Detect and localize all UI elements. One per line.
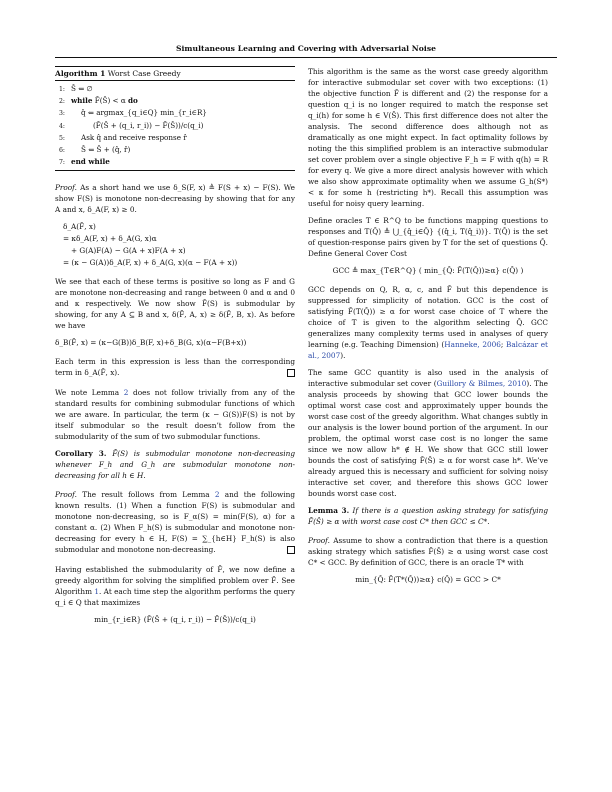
proof-label: Proof. bbox=[308, 536, 330, 545]
algorithm-line bbox=[55, 83, 295, 95]
algorithm-body bbox=[55, 81, 295, 170]
algorithm-line bbox=[55, 156, 295, 168]
header-rule bbox=[55, 57, 557, 58]
paragraph-text: The same GCC quantity is also used in the analysis of interactive submodular set cover ( bbox=[308, 368, 548, 388]
body-paragraph bbox=[55, 387, 295, 442]
algorithm-link[interactable]: 1 bbox=[94, 587, 100, 597]
proof-label: Proof. bbox=[55, 183, 77, 193]
equation-line: + G(A)F(A) − G(A + x)F(A + x) bbox=[71, 246, 186, 256]
paragraph-text: GCC depends on Q, R, α, c, and F̄ but this dependence is suppressed for simplicity of notation. GCC is the cost of satisfying F̄(T(Q̂)) ≥ α for worst case choice of T where the choice of T is given to the algorithm selecting Q̂. GCC generalizes many complexity terms used in analyses of query learning (e.g. Teaching Dimension) ( bbox=[308, 285, 548, 349]
algorithm-label: Algorithm 1 bbox=[55, 69, 106, 78]
body-paragraph: This algorithm is the same as the worst case greedy algorithm for interactive submodular set cover with two exceptions: (1) the objective function F̄ is different and (2) the response for a question q_i is no longer required to match the response set q_i(h) for some h ∈ V(Ŝ). This first difference does not alter the analysis. The second difference does although not as dramatically as one might expect. In fact optimality follows by noting the this simplified problem is an interactive submodular set cover problem over a single objective F_h = F with q(h) = R for every q. We give a more direct analysis however with which we also show approximate optimality when we assume G_h(S*) < κ for some h (restricting h*). Recall this assumption was useful for noisy query learning. bbox=[308, 67, 548, 208]
lemma-link[interactable]: 2 bbox=[214, 490, 220, 500]
algorithm-line bbox=[55, 120, 295, 132]
qed-box-icon bbox=[287, 369, 295, 377]
paragraph-text: ). The analysis proceeds by showing that GCC lower bounds the optimal worst case cost and approximately upper bounds the worst case cost of the greedy algorithm. What changes subtly in our analysis is the lower bound portion of the argument. In our problem, the optimal worst case cost is no longer the same since we now allow h* ∉ H. We show that GCC still lower bounds the cost of satisfying F̄(Ŝ) ≥ α for worst case h*. We’ve already argued this is necessary and sufficient for solving noisy interactive set cover, and therefore this shows GCC lower bounds worst case cost. bbox=[308, 379, 549, 498]
algorithm-line bbox=[55, 107, 295, 119]
citation-link[interactable]: Hanneke, 2006 bbox=[444, 340, 501, 349]
equation-line: δ_A(F̄, x) bbox=[63, 222, 96, 232]
equation: min_{r_i∈R} (F̄(Ŝ + (q_i, r_i)) − F̄(Ŝ))/c(q_i) bbox=[94, 615, 256, 625]
proof-label: Proof. bbox=[55, 490, 77, 500]
proof-paragraph bbox=[55, 182, 295, 215]
proof-text: Assume to show a contradiction that there is a question asking strategy which satisfies F̄(Ŝ) ≥ α using worst case cost C* < GCC. By definition of GCC, there is an oracle T* with bbox=[308, 536, 548, 567]
line-text: (F̄(Ŝ + (q_i, r_i)) − F̄(Ŝ))/c(q_i) bbox=[93, 120, 204, 130]
body-paragraph bbox=[308, 284, 548, 361]
body-paragraph bbox=[308, 367, 548, 499]
paragraph-text: . At each time step the algorithm performs the query q_i ∈ Q that maximizes bbox=[55, 587, 295, 608]
equation: min_{Q̂: F̄(T*(Q̂))≥α} c(Q̂) = GCC > C* bbox=[355, 575, 501, 584]
citation-separator: ; bbox=[500, 340, 506, 349]
line-number: 7: bbox=[58, 159, 65, 167]
equation: δ_B(F̄, x) = (κ−G(B))δ_B(F, x)+δ_B(G, x)(α−F(B+x)) bbox=[55, 338, 247, 348]
equation-line: = (κ − G(A))δ_A(F, x) + δ_A(G, x)(α − F(A + x)) bbox=[63, 258, 238, 268]
proof-text: As a short hand we use δ_S(F, x) ≜ F(S + x) − F(S). We show F(S) is monotone non-decreasing by showing that for any A and x, δ_A(F, x) ≥ 0. bbox=[55, 183, 295, 215]
line-text: F̄(Ŝ) < α bbox=[94, 96, 126, 106]
lemma-text: If there is a question asking strategy for satisfying F̄(Ŝ) ≥ α with worst case cost C* then GCC ≤ C*. bbox=[308, 506, 548, 526]
line-number: 6: bbox=[58, 147, 65, 155]
right-column bbox=[308, 66, 548, 593]
algorithm-line bbox=[55, 95, 295, 107]
lemma bbox=[308, 505, 548, 527]
body-paragraph: We see that each of these terms is positive so long as F and G are monotone non-decreasing and range between 0 and α and 0 and κ respectively. We now show F̄(S) is submodular by showing, for any A ⊆ B and x, δ(F̄, A, x) ≥ δ(F̄, B, x). As before we have bbox=[55, 277, 295, 331]
body-paragraph: Define oracles T ∈ R^Q to be functions mapping questions to responses and T(Q̂) ≜ ⋃_{q̂_i∈Q̂} {(q̂_i, T(q̂_i))}. T(Q̂) is the set of question-response pairs given by T for the set of questions Q̂. Define General Cover Cost bbox=[308, 216, 548, 258]
corollary bbox=[55, 448, 295, 481]
keyword: do bbox=[128, 96, 138, 106]
equation: GCC ≜ max_{T∈R^Q} ( min_{Q̂: F̄(T(Q̂))≥α} c(Q̂) ) bbox=[332, 266, 524, 275]
body-paragraph bbox=[55, 356, 295, 378]
line-text: Ŝ ⇐ ∅ bbox=[71, 84, 93, 93]
line-number: 4: bbox=[58, 122, 65, 130]
line-number: 3: bbox=[58, 110, 65, 118]
proof-paragraph bbox=[55, 489, 295, 555]
line-number: 5: bbox=[58, 134, 65, 142]
paragraph-text: We note Lemma bbox=[55, 388, 124, 398]
proof-text: and the following known results. (1) When a function F(S) is submodular and monotone non-decreasing, so is F_α(S) = min(F(S), α) for a constant α. (2) When F_h(S) is submodular and monotone non-decreasing for every h ∈ H, F(S) = ∑_{h∈H} F_h(S) is also submodular and monotone non-decreasing. bbox=[55, 490, 295, 555]
lemma-link[interactable]: 2 bbox=[123, 388, 129, 398]
citation-link[interactable]: Balcázar et al., 2007 bbox=[308, 340, 548, 360]
line-text: Ŝ ⇐ Ŝ + (q̂, r̂) bbox=[81, 145, 131, 155]
proof-paragraph bbox=[308, 535, 548, 568]
algorithm-box bbox=[55, 66, 295, 171]
equation-block bbox=[63, 221, 295, 269]
left-column bbox=[55, 66, 295, 633]
algorithm-name: Worst Case Greedy bbox=[107, 69, 181, 78]
corollary-text: F̄(S) is submodular monotone non-decreasing whenever F_h and G_h are submodular monotone non-decreasing for all h ∈ H. bbox=[55, 449, 295, 481]
lemma-label: Lemma 3. bbox=[308, 506, 350, 515]
line-text: q̂ ⇐ argmax_{q_i∈Q} min_{r_i∈R} bbox=[81, 108, 207, 118]
line-number: 1: bbox=[58, 86, 65, 93]
paragraph-text: Having established the submodularity of F̄, we now define a greedy algorithm for solving the simplified problem over F̄. See Algorithm bbox=[55, 565, 295, 597]
keyword: while bbox=[71, 96, 93, 106]
paragraph-text: ). bbox=[340, 351, 346, 360]
citation-link[interactable]: Guillory & Bilmes, 2010 bbox=[436, 379, 527, 388]
body-paragraph bbox=[55, 564, 295, 608]
paragraph-text: does not follow trivially from any of the standard results for combining submodular functions of which we are aware. In particular, the term (κ − G(S))F(S) is not by itself submodular so the result doesn’t follow from the submodularity of the sum of two submodular functions. bbox=[55, 388, 295, 442]
paragraph-text: Each term in this expression is less than the corresponding term in δ_A(F̄, x). bbox=[55, 357, 295, 378]
algorithm-title bbox=[55, 67, 295, 81]
line-text: Ask q̂ and receive response r̂ bbox=[81, 132, 187, 142]
algorithm-line bbox=[55, 132, 295, 144]
keyword: end while bbox=[71, 157, 110, 167]
corollary-label: Corollary 3. bbox=[55, 449, 107, 459]
proof-text: The result follows from Lemma bbox=[82, 490, 215, 500]
running-title: Simultaneous Learning and Covering with Adversarial Noise bbox=[175, 44, 437, 53]
equation-line: = κδ_A(F, x) + δ_A(G, x)α bbox=[63, 234, 157, 244]
qed-box-icon bbox=[287, 546, 295, 554]
algorithm-line bbox=[55, 144, 295, 156]
line-number: 2: bbox=[58, 98, 65, 106]
